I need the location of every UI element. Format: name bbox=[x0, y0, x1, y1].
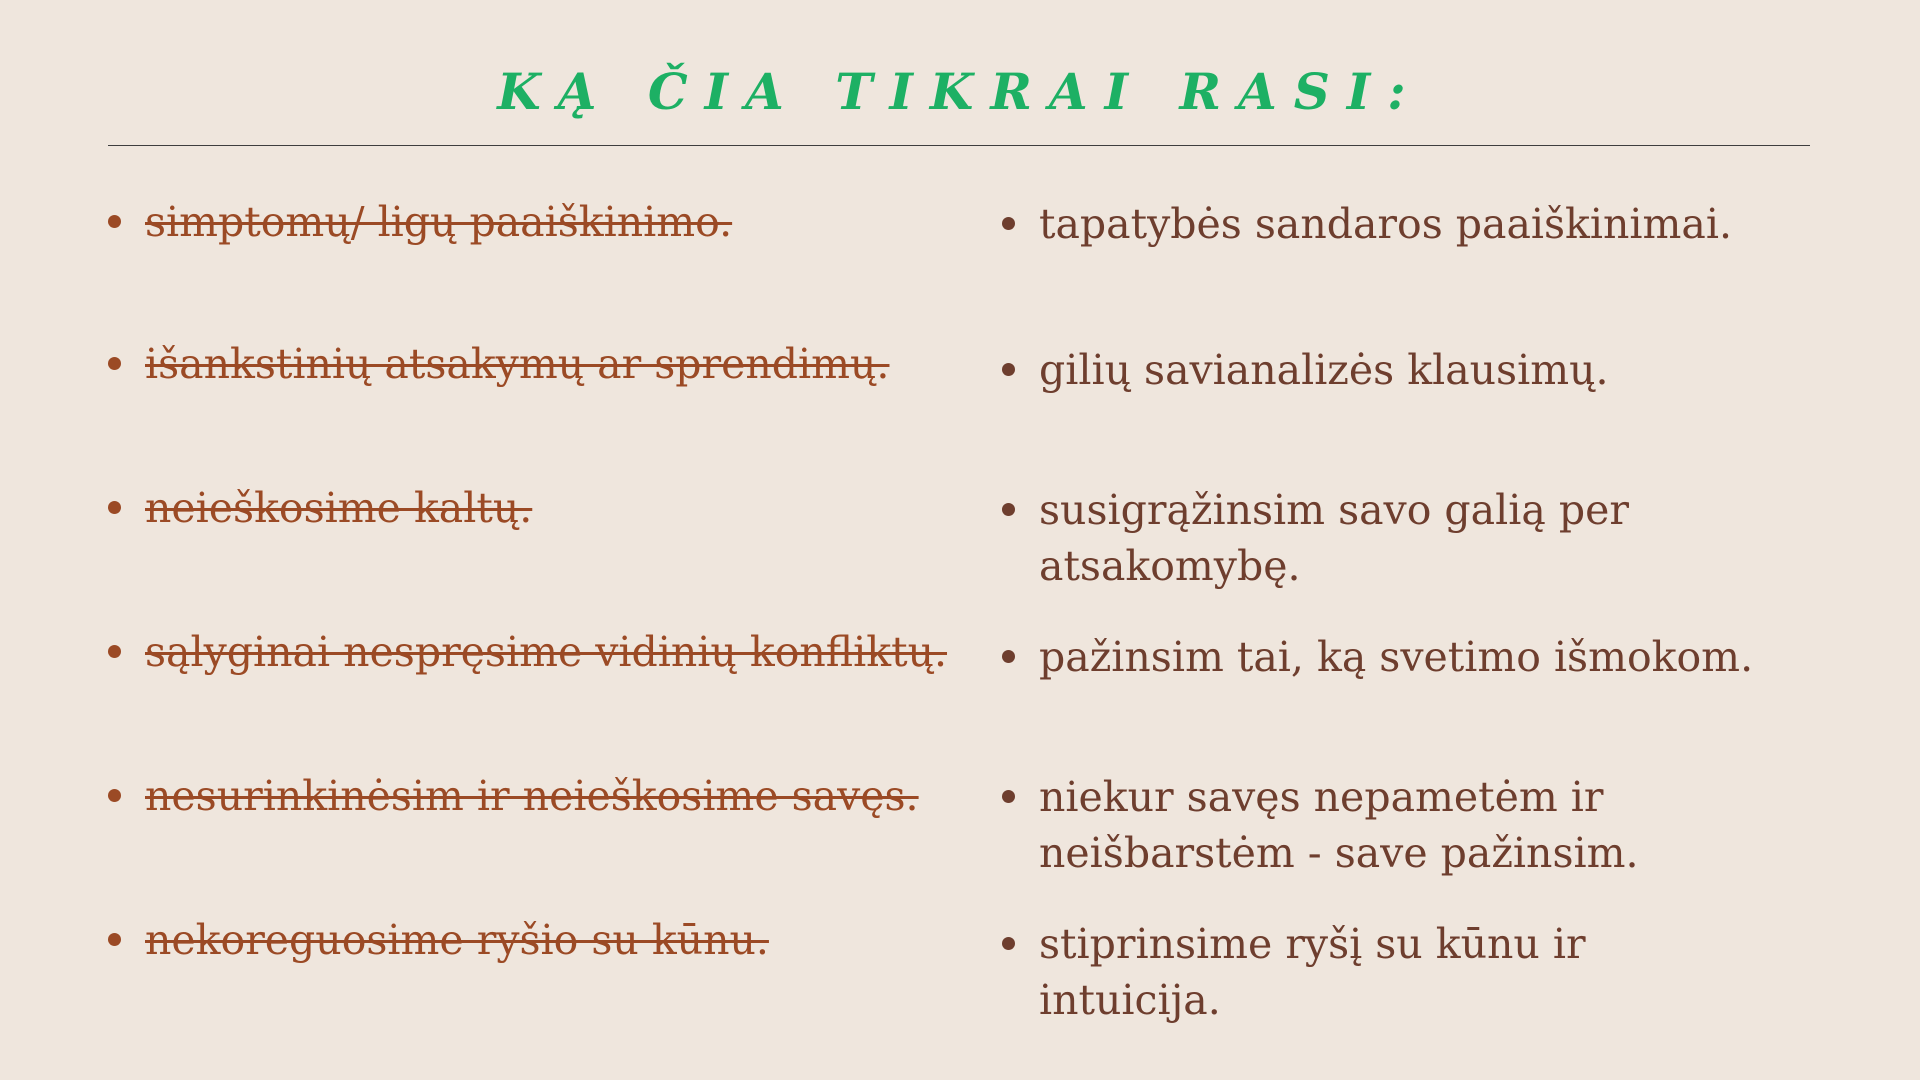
bullet-icon bbox=[108, 215, 121, 228]
excluded-item bbox=[108, 480, 532, 536]
included-item bbox=[1002, 916, 1779, 1028]
excluded-item-text: nesurinkinėsim ir neieškosime savęs. bbox=[145, 772, 919, 820]
included-item-text: susigrąžinsim savo galią per atsakomybę. bbox=[1039, 486, 1629, 590]
bullet-icon bbox=[108, 933, 121, 946]
bullet-icon bbox=[1002, 790, 1015, 803]
included-item bbox=[1002, 196, 1779, 252]
included-item bbox=[1002, 629, 1779, 685]
excluded-item bbox=[108, 194, 732, 250]
included-item-text: niekur savęs nepametėm ir neišbarstėm - save pažinsim. bbox=[1039, 773, 1639, 877]
included-item bbox=[1002, 482, 1779, 594]
excluded-item-text: neieškosime kaltų. bbox=[145, 484, 533, 532]
included-item bbox=[1002, 769, 1779, 881]
excluded-item bbox=[108, 768, 919, 824]
included-item-text: stiprinsime ryšį su kūnu ir intuicija. bbox=[1039, 920, 1586, 1024]
excluded-item-text: išankstinių atsakymų ar sprendimų. bbox=[145, 340, 890, 388]
included-item-text: pažinsim tai, ką svetimo išmokom. bbox=[1039, 633, 1754, 681]
bullet-icon bbox=[1002, 650, 1015, 663]
excluded-item-text: nekoreguosime ryšio su kūnu. bbox=[145, 916, 769, 964]
bullet-icon bbox=[108, 645, 121, 658]
excluded-item bbox=[108, 336, 889, 392]
bullet-icon bbox=[108, 357, 121, 370]
excluded-item-text: simptomų/ ligų paaiškinimo. bbox=[145, 198, 733, 246]
excluded-list bbox=[108, 0, 988, 1080]
excluded-item bbox=[108, 624, 947, 680]
included-list bbox=[1002, 0, 1812, 1080]
bullet-icon bbox=[1002, 503, 1015, 516]
included-item-text: tapatybės sandaros paaiškinimai. bbox=[1039, 200, 1732, 248]
bullet-icon bbox=[1002, 363, 1015, 376]
bullet-icon bbox=[1002, 937, 1015, 950]
bullet-icon bbox=[108, 789, 121, 802]
included-item-text: gilių savianalizės klausimų. bbox=[1039, 346, 1609, 394]
excluded-item-text: sąlyginai nespręsime vidinių konfliktų. bbox=[145, 628, 948, 676]
excluded-item bbox=[108, 912, 769, 968]
bullet-icon bbox=[108, 501, 121, 514]
included-item bbox=[1002, 342, 1779, 398]
bullet-icon bbox=[1002, 217, 1015, 230]
page-title: KĄ ČIA TIKRAI RASI: bbox=[497, 62, 1423, 121]
